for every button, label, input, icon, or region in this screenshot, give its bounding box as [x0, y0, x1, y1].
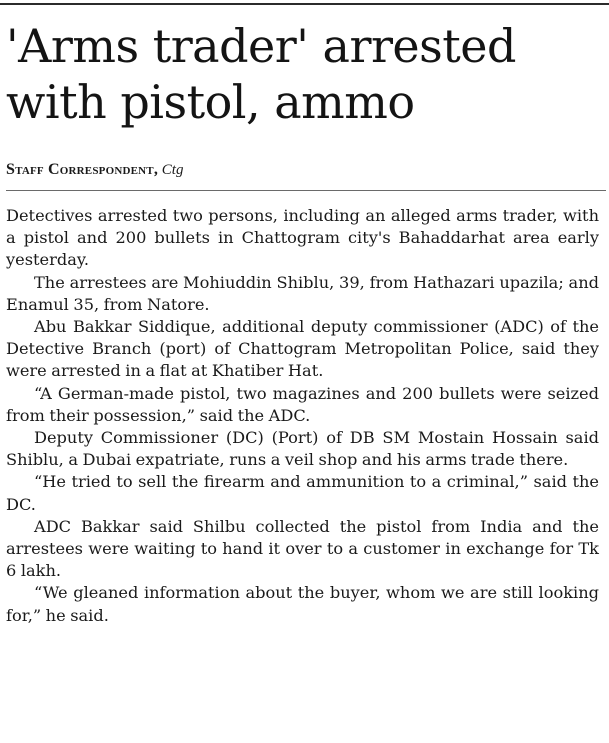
byline-divider — [6, 190, 606, 191]
article-paragraph: Detectives arrested two persons, including an alleged arms trader, with a pistol and 200 bullets in Chattogram city's Bahaddarhat area early yesterday. — [6, 206, 599, 270]
top-rule — [0, 3, 609, 5]
article-body — [6, 205, 599, 627]
article-paragraph: “A German-made pistol, two magazines and 200 bullets were seized from their possession,” said the ADC. — [6, 383, 599, 425]
byline-author: Staff Correspondent, — [6, 161, 159, 178]
article-paragraph: “We gleaned information about the buyer, whom we are still looking for,” he said. — [6, 583, 599, 625]
byline — [6, 160, 183, 180]
byline-location: Ctg — [161, 162, 184, 178]
article-paragraph: ADC Bakkar said Shilbu collected the pistol from India and the arrestees were waiting to hand it over to a customer in exchange for Tk 6 lakh. — [6, 516, 599, 581]
article-paragraph: “He tried to sell the firearm and ammunition to a criminal,” said the DC. — [6, 472, 599, 514]
article-paragraph: The arrestees are Mohiuddin Shiblu, 39, from Hathazari upazila; and Enamul 35, from Natore. — [6, 272, 599, 314]
article-paragraph: Deputy Commissioner (DC) (Port) of DB SM Mostain Hossain said Shiblu, a Dubai expatriate, runs a veil shop and his arms trade there. — [6, 428, 599, 470]
article-paragraph: Abu Bakkar Siddique, additional deputy commissioner (ADC) of the Detective Branch (port) of Chattogram Metropolitan Police, said they were arrested in a flat at Khatiber Hat. — [6, 317, 599, 381]
headline: 'Arms trader' arrested with pistol, ammo — [6, 19, 516, 129]
